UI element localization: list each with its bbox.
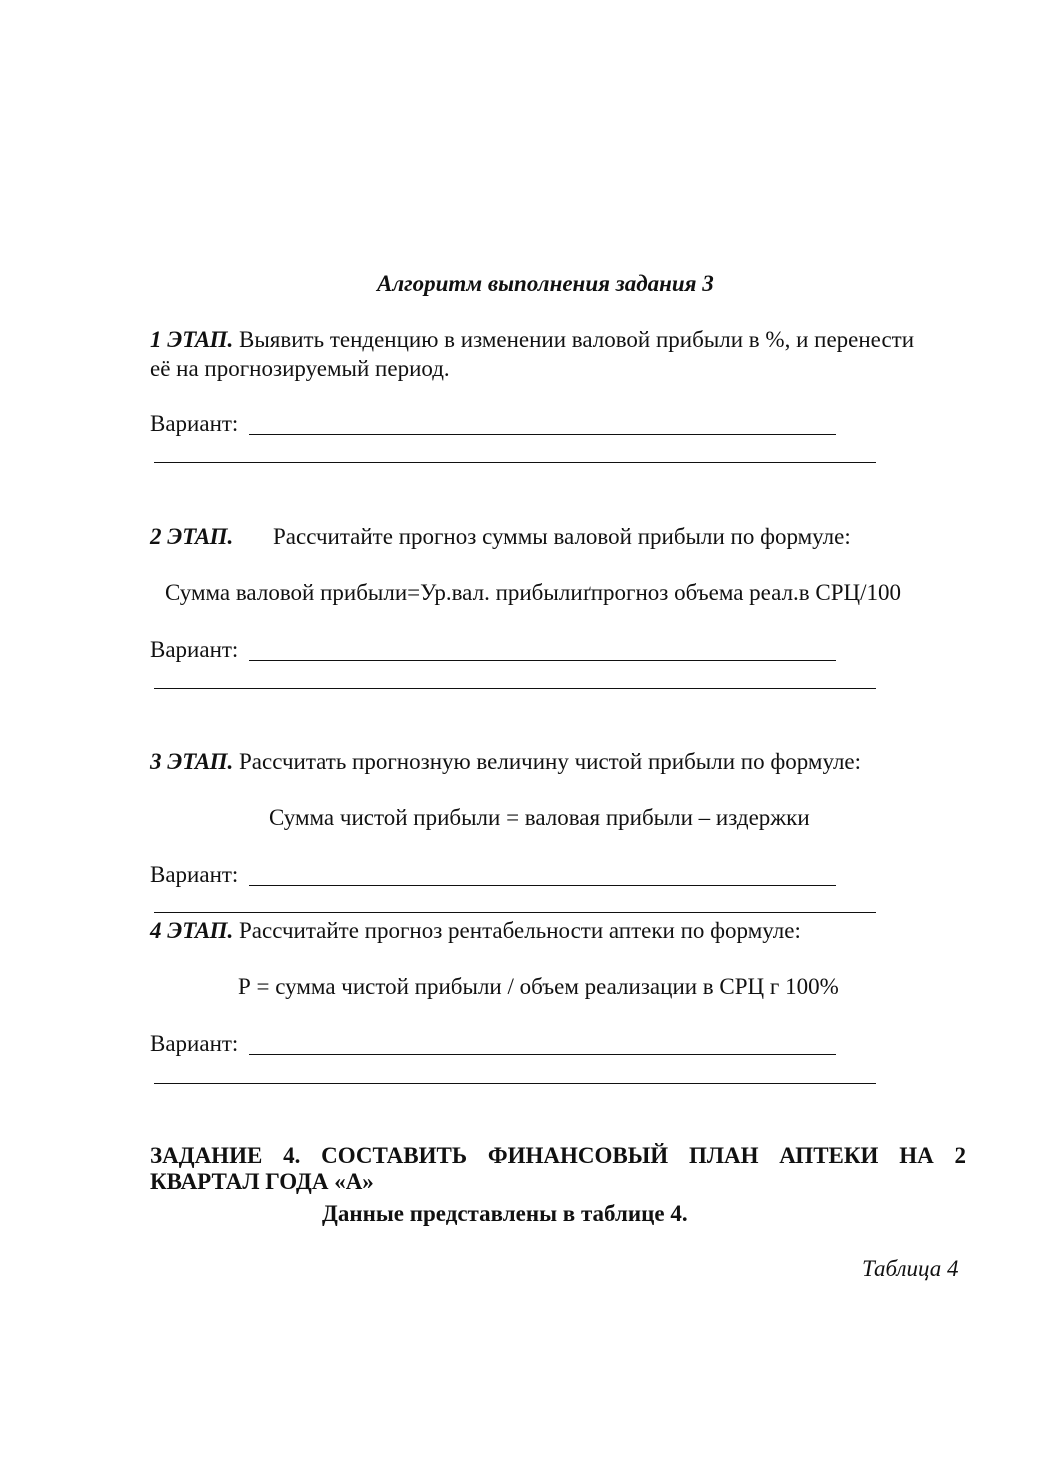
stage4-variant-label: Вариант: bbox=[150, 1031, 239, 1056]
stage4-answer-line-1[interactable] bbox=[249, 1054, 836, 1055]
stage1-label: 1 ЭТАП. bbox=[150, 327, 234, 352]
stage3-answer-line-1[interactable] bbox=[249, 885, 836, 886]
stage3-variant-label: Вариант: bbox=[150, 862, 239, 887]
stage3-formula: Сумма чистой прибыли = валовая прибыли – издержки bbox=[269, 805, 810, 830]
stage4-label: 4 ЭТАП. bbox=[150, 918, 234, 943]
algorithm-title: Алгоритм выполнения задания 3 bbox=[377, 271, 714, 296]
stage4-text: Рассчитайте прогноз рентабельности аптеки по формуле: bbox=[238, 918, 801, 943]
stage2-text: Рассчитайте прогноз суммы валовой прибыли по формуле: bbox=[273, 524, 851, 549]
stage3-text: Рассчитать прогнозную величину чистой прибыли по формуле: bbox=[238, 749, 862, 774]
task4-heading: ЗАДАНИЕ 4. СОСТАВИТЬ ФИНАНСОВЫЙ ПЛАН АПТЕКИ НА 2 КВАРТАЛ ГОДА «А» bbox=[150, 1143, 966, 1194]
stage4-paragraph bbox=[150, 917, 801, 945]
stage2-label: 2 ЭТАП. bbox=[150, 524, 234, 549]
stage4-formula: Р = сумма чистой прибыли / объем реализации в СРЦ г 100% bbox=[238, 974, 839, 999]
stage2-answer-line-2[interactable] bbox=[154, 688, 876, 689]
stage1-text-line2: её на прогнозируемый период. bbox=[150, 356, 450, 381]
stage2-formula: Сумма валовой прибыли=Ур.вал. прибылиґпрогноз объема реал.в СРЦ/100 bbox=[165, 580, 902, 605]
stage4-answer-line-2[interactable] bbox=[154, 1083, 876, 1084]
stage2-variant-label: Вариант: bbox=[150, 637, 239, 662]
stage3-paragraph bbox=[150, 748, 861, 776]
stage3-label: 3 ЭТАП. bbox=[150, 749, 234, 774]
table-caption: Таблица 4 bbox=[862, 1256, 959, 1281]
task4-subheading: Данные представлены в таблице 4. bbox=[322, 1201, 688, 1226]
stage2-answer-line-1[interactable] bbox=[249, 660, 836, 661]
stage3-answer-line-2[interactable] bbox=[154, 912, 876, 913]
stage1-answer-line-2[interactable] bbox=[154, 462, 876, 463]
stage1-answer-line-1[interactable] bbox=[249, 434, 836, 435]
stage1-variant-label: Вариант: bbox=[150, 411, 239, 436]
stage1-paragraph bbox=[150, 326, 914, 354]
stage1-text-line1: Выявить тенденцию в изменении валовой прибыли в %, и перенести bbox=[238, 327, 915, 352]
